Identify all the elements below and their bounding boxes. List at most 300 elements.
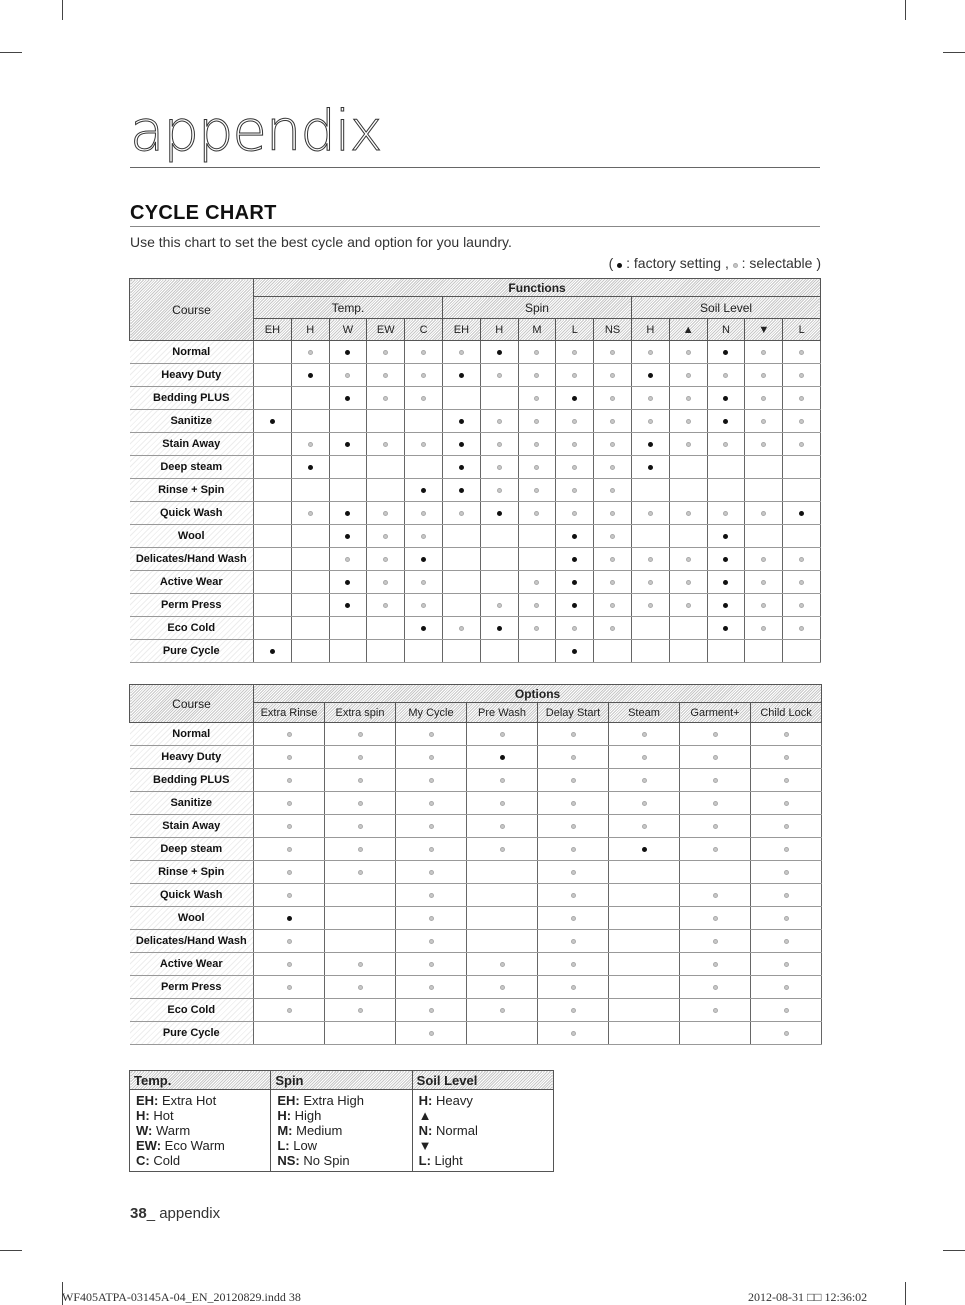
setting-cell xyxy=(538,953,609,976)
table-row xyxy=(130,1022,822,1045)
factory-dot-icon xyxy=(723,534,728,539)
selectable-dot-icon xyxy=(345,373,350,378)
setting-cell xyxy=(594,341,632,364)
setting-cell xyxy=(680,930,751,953)
selectable-dot-icon xyxy=(784,755,789,760)
factory-dot-icon xyxy=(723,419,728,424)
selectable-dot-icon xyxy=(784,801,789,806)
setting-cell xyxy=(480,364,518,387)
selectable-dot-icon xyxy=(383,373,388,378)
selectable-dot-icon xyxy=(784,985,789,990)
selectable-dot-icon xyxy=(383,396,388,401)
table-row xyxy=(130,930,822,953)
course-name: Active Wear xyxy=(130,953,254,976)
setting-cell xyxy=(442,640,480,663)
setting-cell xyxy=(783,410,821,433)
selectable-dot-icon xyxy=(799,396,804,401)
setting-cell xyxy=(254,410,292,433)
setting-cell xyxy=(745,617,783,640)
selectable-dot-icon xyxy=(713,732,718,737)
factory-dot-icon xyxy=(459,442,464,447)
setting-cell xyxy=(783,433,821,456)
setting-cell xyxy=(538,723,609,746)
setting-cell xyxy=(594,456,632,479)
functions-header: Functions xyxy=(254,279,821,297)
setting-cell xyxy=(631,479,669,502)
selectable-dot-icon xyxy=(421,511,426,516)
abbr-item xyxy=(277,1093,405,1108)
abbr-header-spin: Spin xyxy=(271,1071,412,1090)
setting-cell xyxy=(254,976,325,999)
setting-cell xyxy=(291,456,329,479)
function-column-header: ▼ xyxy=(745,319,783,341)
selectable-dot-icon xyxy=(429,916,434,921)
selectable-dot-icon xyxy=(358,778,363,783)
abbr-value: Eco Warm xyxy=(161,1138,225,1153)
setting-cell xyxy=(518,479,556,502)
factory-dot-icon xyxy=(617,263,622,268)
selectable-dot-icon xyxy=(534,511,539,516)
selectable-dot-icon xyxy=(358,1008,363,1013)
setting-cell xyxy=(669,571,707,594)
setting-cell xyxy=(538,746,609,769)
setting-cell xyxy=(442,456,480,479)
setting-cell xyxy=(254,1022,325,1045)
selectable-dot-icon xyxy=(686,350,691,355)
selectable-dot-icon xyxy=(358,732,363,737)
selectable-dot-icon xyxy=(799,419,804,424)
selectable-dot-icon xyxy=(571,824,576,829)
function-column-header: EH xyxy=(442,319,480,341)
setting-cell xyxy=(329,617,367,640)
setting-cell xyxy=(254,953,325,976)
setting-cell xyxy=(480,502,518,525)
selectable-dot-icon xyxy=(648,419,653,424)
selectable-dot-icon xyxy=(459,350,464,355)
selectable-dot-icon xyxy=(610,373,615,378)
setting-cell xyxy=(329,548,367,571)
setting-cell xyxy=(254,884,325,907)
setting-cell xyxy=(707,387,745,410)
setting-cell xyxy=(707,617,745,640)
setting-cell xyxy=(783,341,821,364)
factory-dot-icon xyxy=(500,755,505,760)
setting-cell xyxy=(745,502,783,525)
setting-cell xyxy=(442,479,480,502)
setting-cell xyxy=(480,548,518,571)
selectable-dot-icon xyxy=(421,350,426,355)
course-name: Sanitize xyxy=(130,792,254,815)
setting-cell xyxy=(538,907,609,930)
selectable-dot-icon xyxy=(642,801,647,806)
course-name: Pure Cycle xyxy=(130,640,254,663)
setting-cell xyxy=(594,433,632,456)
selectable-dot-icon xyxy=(713,824,718,829)
setting-cell xyxy=(325,792,396,815)
table-row xyxy=(130,571,821,594)
setting-cell xyxy=(467,953,538,976)
abbr-key: C: xyxy=(136,1153,150,1168)
abbr-item xyxy=(277,1153,405,1168)
selectable-dot-icon xyxy=(308,442,313,447)
crop-mark xyxy=(0,52,22,53)
selectable-dot-icon xyxy=(534,419,539,424)
setting-cell xyxy=(745,341,783,364)
abbr-value: Extra High xyxy=(299,1093,365,1108)
setting-cell xyxy=(594,640,632,663)
selectable-dot-icon xyxy=(497,465,502,470)
abbr-list-spin xyxy=(271,1090,412,1172)
table-row xyxy=(130,502,821,525)
abbr-key: ▼ xyxy=(418,1138,432,1153)
setting-cell xyxy=(467,999,538,1022)
table-row xyxy=(130,907,822,930)
selectable-dot-icon xyxy=(421,534,426,539)
setting-cell xyxy=(367,525,405,548)
factory-dot-icon xyxy=(723,580,728,585)
setting-cell xyxy=(669,456,707,479)
selectable-dot-icon xyxy=(610,465,615,470)
option-column-header: Garment+ xyxy=(680,703,751,723)
course-name: Heavy Duty xyxy=(130,364,254,387)
setting-cell xyxy=(442,571,480,594)
setting-cell xyxy=(367,594,405,617)
factory-dot-icon xyxy=(572,603,577,608)
course-name: Stain Away xyxy=(130,433,254,456)
setting-cell xyxy=(467,746,538,769)
selectable-dot-icon xyxy=(713,778,718,783)
setting-cell xyxy=(396,861,467,884)
function-column-header: EW xyxy=(367,319,405,341)
function-column-header: NS xyxy=(594,319,632,341)
setting-cell xyxy=(751,930,822,953)
setting-cell xyxy=(609,953,680,976)
selectable-dot-icon xyxy=(429,755,434,760)
abbr-item xyxy=(419,1153,547,1168)
selectable-dot-icon xyxy=(572,419,577,424)
selectable-dot-icon xyxy=(571,893,576,898)
setting-cell xyxy=(538,930,609,953)
setting-cell xyxy=(291,640,329,663)
setting-cell xyxy=(609,792,680,815)
setting-cell xyxy=(442,617,480,640)
abbr-value: Heavy xyxy=(432,1093,473,1108)
setting-cell xyxy=(669,548,707,571)
course-name: Eco Cold xyxy=(130,999,254,1022)
selectable-dot-icon xyxy=(571,801,576,806)
selectable-dot-icon xyxy=(358,824,363,829)
setting-cell xyxy=(631,502,669,525)
setting-cell xyxy=(367,433,405,456)
table-row xyxy=(130,640,821,663)
setting-cell xyxy=(669,594,707,617)
page-label: _ appendix xyxy=(146,1205,221,1222)
setting-cell xyxy=(751,884,822,907)
selectable-dot-icon xyxy=(500,847,505,852)
abbr-key: L: xyxy=(418,1153,431,1168)
setting-cell xyxy=(405,594,443,617)
setting-cell xyxy=(367,617,405,640)
factory-dot-icon xyxy=(497,511,502,516)
abbr-value: Warm xyxy=(152,1123,191,1138)
option-column-header: My Cycle xyxy=(396,703,467,723)
setting-cell xyxy=(594,617,632,640)
setting-cell xyxy=(680,976,751,999)
course-name: Rinse + Spin xyxy=(130,861,254,884)
setting-cell xyxy=(609,815,680,838)
setting-cell xyxy=(609,1022,680,1045)
setting-cell xyxy=(669,410,707,433)
setting-cell xyxy=(707,410,745,433)
function-column-header: L xyxy=(783,319,821,341)
function-group-header: Temp. xyxy=(254,297,443,319)
setting-cell xyxy=(396,1022,467,1045)
selectable-dot-icon xyxy=(784,732,789,737)
selectable-dot-icon xyxy=(784,962,789,967)
setting-cell xyxy=(538,1022,609,1045)
factory-dot-icon xyxy=(345,534,350,539)
factory-dot-icon xyxy=(345,442,350,447)
option-column-header: Extra Rinse xyxy=(254,703,325,723)
setting-cell xyxy=(556,617,594,640)
setting-cell xyxy=(609,999,680,1022)
setting-cell xyxy=(329,341,367,364)
setting-cell xyxy=(783,525,821,548)
selectable-dot-icon xyxy=(761,511,766,516)
setting-cell xyxy=(783,617,821,640)
course-name: Quick Wash xyxy=(130,502,254,525)
table-row xyxy=(130,387,821,410)
setting-cell xyxy=(631,364,669,387)
setting-cell xyxy=(594,525,632,548)
setting-cell xyxy=(751,838,822,861)
setting-cell xyxy=(405,387,443,410)
setting-cell xyxy=(707,594,745,617)
factory-dot-icon xyxy=(642,847,647,852)
setting-cell xyxy=(751,999,822,1022)
selectable-dot-icon xyxy=(287,870,292,875)
selectable-dot-icon xyxy=(761,557,766,562)
selectable-dot-icon xyxy=(383,603,388,608)
setting-cell xyxy=(594,479,632,502)
factory-dot-icon xyxy=(572,580,577,585)
setting-cell xyxy=(783,479,821,502)
abbr-item xyxy=(277,1123,405,1138)
setting-cell xyxy=(291,364,329,387)
setting-cell xyxy=(783,594,821,617)
selectable-dot-icon xyxy=(572,626,577,631)
selectable-dot-icon xyxy=(287,847,292,852)
setting-cell xyxy=(329,571,367,594)
setting-cell xyxy=(745,410,783,433)
function-column-header: L xyxy=(556,319,594,341)
setting-cell xyxy=(556,548,594,571)
selectable-dot-icon xyxy=(500,824,505,829)
setting-cell xyxy=(680,1022,751,1045)
setting-cell xyxy=(707,479,745,502)
selectable-dot-icon xyxy=(686,373,691,378)
setting-cell xyxy=(367,502,405,525)
factory-dot-icon xyxy=(648,373,653,378)
selectable-dot-icon xyxy=(610,557,615,562)
factory-dot-icon xyxy=(648,442,653,447)
setting-cell xyxy=(745,433,783,456)
setting-cell xyxy=(254,907,325,930)
setting-cell xyxy=(538,815,609,838)
factory-dot-icon xyxy=(572,534,577,539)
factory-dot-icon xyxy=(572,396,577,401)
page-number-value: 38 xyxy=(130,1205,147,1222)
selectable-dot-icon xyxy=(799,373,804,378)
setting-cell xyxy=(669,617,707,640)
print-slug-date: 2012-08-31 □□ 12:36:02 xyxy=(748,1290,868,1304)
selectable-dot-icon xyxy=(571,962,576,967)
setting-cell xyxy=(556,364,594,387)
setting-cell xyxy=(538,976,609,999)
setting-cell xyxy=(783,571,821,594)
setting-cell xyxy=(254,525,292,548)
selectable-dot-icon xyxy=(534,626,539,631)
abbr-key: M: xyxy=(277,1123,293,1138)
table-row xyxy=(130,884,822,907)
setting-cell xyxy=(396,838,467,861)
table-row xyxy=(130,341,821,364)
selectable-dot-icon xyxy=(784,939,789,944)
function-column-header: W xyxy=(329,319,367,341)
setting-cell xyxy=(396,999,467,1022)
abbr-item xyxy=(419,1108,547,1123)
abbr-item xyxy=(419,1123,547,1138)
selectable-dot-icon xyxy=(713,985,718,990)
setting-cell xyxy=(367,571,405,594)
selectable-dot-icon xyxy=(713,939,718,944)
setting-cell xyxy=(669,387,707,410)
setting-cell xyxy=(680,815,751,838)
function-column-header: ▲ xyxy=(669,319,707,341)
setting-cell xyxy=(745,364,783,387)
selectable-dot-icon xyxy=(723,373,728,378)
selectable-dot-icon xyxy=(799,603,804,608)
setting-cell xyxy=(325,953,396,976)
selectable-dot-icon xyxy=(571,1008,576,1013)
chart-title: CYCLE CHART xyxy=(130,202,277,224)
setting-cell xyxy=(405,456,443,479)
selectable-dot-icon xyxy=(429,778,434,783)
setting-cell xyxy=(680,884,751,907)
setting-cell xyxy=(707,364,745,387)
setting-cell xyxy=(467,723,538,746)
setting-cell xyxy=(325,723,396,746)
selectable-dot-icon xyxy=(713,1008,718,1013)
abbr-header-temp: Temp. xyxy=(130,1071,271,1090)
abbr-key: ▲ xyxy=(418,1108,432,1123)
setting-cell xyxy=(538,792,609,815)
setting-cell xyxy=(538,999,609,1022)
table-row xyxy=(130,976,822,999)
selectable-dot-icon xyxy=(429,1008,434,1013)
setting-cell xyxy=(254,479,292,502)
function-group-header: Soil Level xyxy=(631,297,820,319)
table-row xyxy=(130,433,821,456)
selectable-dot-icon xyxy=(572,350,577,355)
selectable-dot-icon xyxy=(287,801,292,806)
selectable-dot-icon xyxy=(761,580,766,585)
factory-dot-icon xyxy=(799,511,804,516)
setting-cell xyxy=(396,723,467,746)
selectable-dot-icon xyxy=(686,442,691,447)
setting-cell xyxy=(751,792,822,815)
selectable-dot-icon xyxy=(429,732,434,737)
setting-cell xyxy=(291,410,329,433)
setting-cell xyxy=(631,410,669,433)
setting-cell xyxy=(707,640,745,663)
setting-cell xyxy=(291,594,329,617)
setting-cell xyxy=(396,746,467,769)
course-name: Normal xyxy=(130,723,254,746)
crop-mark xyxy=(905,1282,906,1305)
selectable-dot-icon xyxy=(610,419,615,424)
setting-cell xyxy=(442,548,480,571)
setting-cell xyxy=(783,502,821,525)
abbr-item xyxy=(136,1108,264,1123)
course-name: Heavy Duty xyxy=(130,746,254,769)
setting-cell xyxy=(480,387,518,410)
setting-cell xyxy=(751,746,822,769)
setting-cell xyxy=(405,433,443,456)
function-column-header: H xyxy=(291,319,329,341)
setting-cell xyxy=(442,433,480,456)
selectable-dot-icon xyxy=(571,755,576,760)
selectable-dot-icon xyxy=(383,442,388,447)
setting-cell xyxy=(631,456,669,479)
abbr-item xyxy=(419,1093,547,1108)
setting-cell xyxy=(594,594,632,617)
course-header: Course xyxy=(130,279,254,341)
setting-cell xyxy=(329,479,367,502)
table-row xyxy=(130,999,822,1022)
table-row xyxy=(130,548,821,571)
setting-cell xyxy=(480,525,518,548)
setting-cell xyxy=(442,387,480,410)
setting-cell xyxy=(405,364,443,387)
setting-cell xyxy=(325,907,396,930)
setting-cell xyxy=(396,815,467,838)
setting-cell xyxy=(594,548,632,571)
course-name: Deep steam xyxy=(130,456,254,479)
setting-cell xyxy=(291,479,329,502)
factory-dot-icon xyxy=(497,626,502,631)
selectable-dot-icon xyxy=(713,893,718,898)
function-column-header: M xyxy=(518,319,556,341)
setting-cell xyxy=(480,433,518,456)
factory-dot-icon xyxy=(308,465,313,470)
setting-cell xyxy=(254,746,325,769)
selectable-dot-icon xyxy=(572,465,577,470)
abbr-header-soil: Soil Level xyxy=(412,1071,553,1090)
setting-cell xyxy=(367,410,405,433)
setting-cell xyxy=(405,640,443,663)
selectable-dot-icon xyxy=(421,373,426,378)
selectable-dot-icon xyxy=(358,962,363,967)
setting-cell xyxy=(631,387,669,410)
setting-cell xyxy=(594,502,632,525)
selectable-dot-icon xyxy=(358,801,363,806)
setting-cell xyxy=(751,907,822,930)
setting-cell xyxy=(783,548,821,571)
course-name: Delicates/Hand Wash xyxy=(130,930,254,953)
setting-cell xyxy=(556,341,594,364)
setting-cell xyxy=(631,341,669,364)
